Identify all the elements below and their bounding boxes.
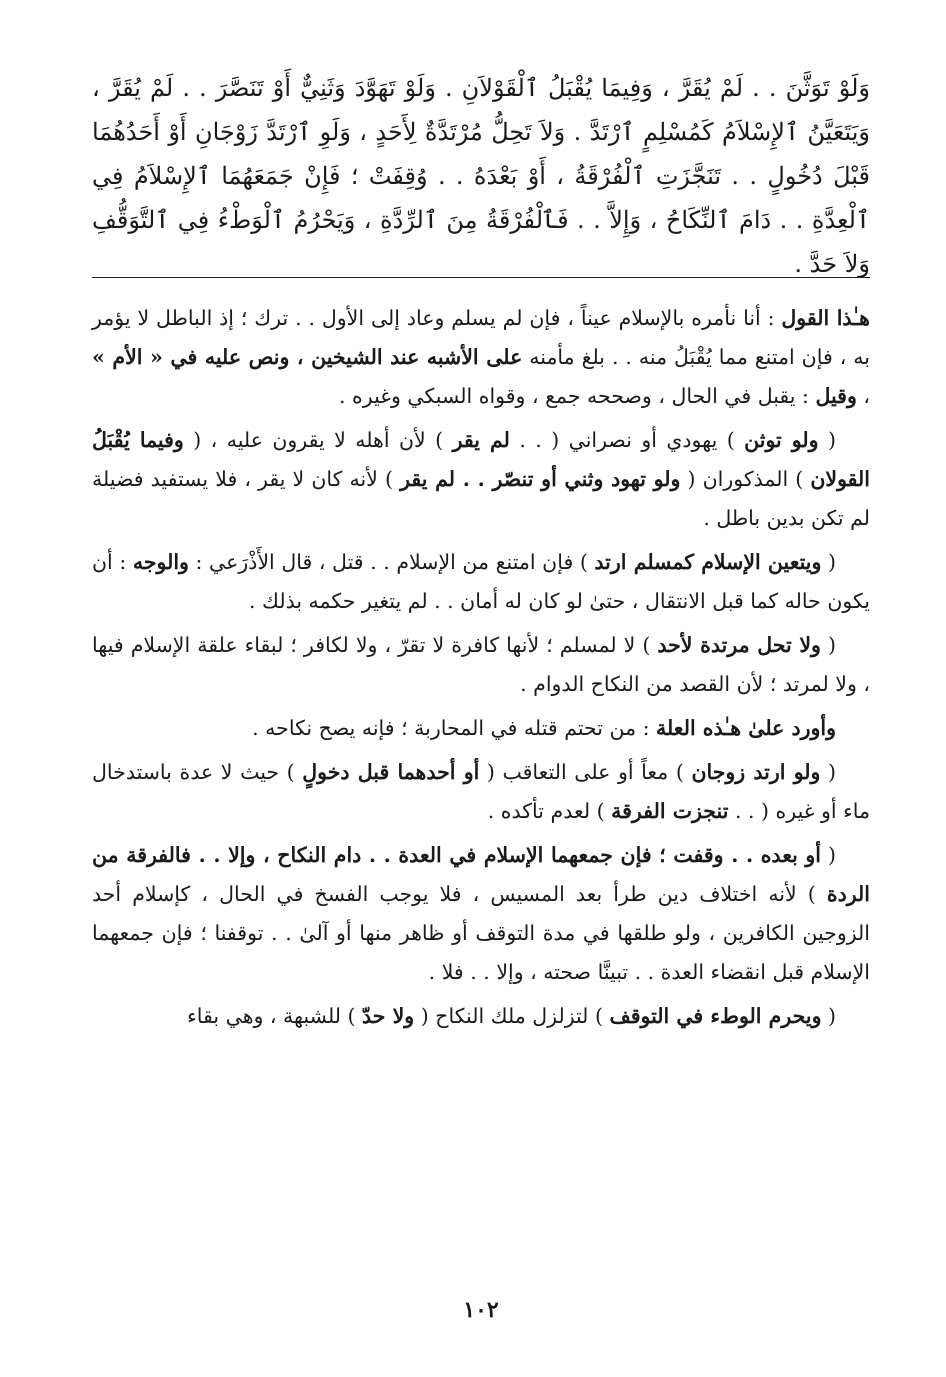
plain-text: ) فإن امتنع من الإسلام . . قتل ، قال الأَذْرَعي : <box>188 550 595 574</box>
plain-text: ) لأنه اختلاف دين طرأ بعد المسيس ، فلا يوجب الفسخ في الحال ، كإسلام أحد الزوجين الكافرين ، ولو طلقها في مدة التوقف أو ظاهر منها أو آلىٰ . . توقفنا ؛ فإن جمعهما الإسلام قبل انقضاء العدة . . تبينَّا صحته ، وإلا . . فلا . <box>92 882 870 984</box>
commentary-paragraph-3 <box>92 543 870 621</box>
commentary-paragraph-4 <box>92 626 870 704</box>
bold-text: والوجه <box>132 550 189 574</box>
plain-text: : من تحتم قتله في المحاربة ؛ فإنه يصح نكاحه . <box>252 716 657 740</box>
footnote-divider <box>92 277 870 278</box>
plain-text: ) لأن أهله لا يقرون عليه ، ( <box>183 428 453 452</box>
plain-text: : أن يكون حاله كما قبل الانتقال ، حتىٰ لو كان له أمان . . لم يتغير حكمه بذلك . <box>92 550 870 613</box>
plain-text: : أنا نأمره بالإسلام عيناً ، فإن لم يسلم وعاد إلى الأول . . ترك ؛ إذ الباطل لا يؤمر به ، فإن امتنع مما يُقْبَلُ منه . . بلغ مأمنه <box>92 306 870 369</box>
bold-text: على الأشبه عند الشيخين ، ونص عليه في « الأم » <box>92 345 523 369</box>
bold-text: ولا حدّ <box>362 1004 415 1028</box>
bold-text: تنجزت الفرقة <box>611 799 729 823</box>
plain-text: ( <box>820 633 836 657</box>
page-number: ١٠٢ <box>463 1297 499 1323</box>
plain-text: ) لا لمسلم ؛ لأنها كافرة لا تقرّ ، ولا لكافر ؛ لبقاء علقة الإسلام فيها ، ولا لمرتد ؛ لأن القصد من النكاح الدوام . <box>92 633 870 696</box>
plain-text: ( <box>820 760 837 784</box>
bold-text: وقيل <box>815 384 857 408</box>
plain-text: ، <box>856 384 870 408</box>
plain-text: ( <box>821 843 837 867</box>
bold-text: ولو توثن <box>744 428 819 452</box>
plain-text: ) معاً أو على التعاقب ( <box>479 760 692 784</box>
bold-text: ويتعين الإسلام كمسلم ارتد <box>594 550 822 574</box>
plain-text: ) لتزلزل ملك النكاح ( <box>414 1004 610 1028</box>
plain-text: ) يهودي أو نصراني ( . . <box>509 428 745 452</box>
commentary-paragraph-2 <box>92 421 870 538</box>
matn-text: وَلَوْ تَوَثَّنَ . . لَمْ يُقَرَّ ، وَفِيمَا يُقْبَلُ ٱلْقَوْلاَنِ . وَلَوْ تَهَوَّدَ وَثَنِيٌّ أَوْ تَنَصَّرَ . . لَمْ يُقَرَّ ، وَيَتَعَيَّنُ ٱلإِسْلاَمُ كَمُسْلِمٍ ٱرْتَدَّ . وَلاَ تَحِلُّ مُرْتَدَّةٌ لِأَحَدٍ ، وَلَوِ ٱرْتَدَّ زَوْجَانِ أَوْ أَحَدُهُمَا قَبْلَ دُخُولٍ . . تَنَجَّزَتِ ٱلْفُرْقَةُ ، أَوْ بَعْدَهُ . . وُقِفَتْ ؛ فَإِنْ جَمَعَهُمَا ٱلإِسْلاَمُ فِي ٱلْعِدَّةِ . . دَامَ ٱلنِّكَاحُ ، وَإِلاَّ . . فَٱلْفُرْقَةُ مِنَ ٱلرِّدَّةِ ، وَيَحْرُمُ ٱلْوَطْءُ فِي ٱلتَّوَقُّفِ وَلاَ حَدَّ . <box>92 74 870 278</box>
plain-text: ) المذكوران ( <box>680 467 811 491</box>
bold-text: أو بعده . . وقفت ؛ فإن جمعهما الإسلام في العدة . . دام النكاح ، وإلا . . فالفرقة من الردة <box>92 843 870 906</box>
plain-text: ) للشبهة ، وهي بقاء <box>187 1004 363 1028</box>
bold-text: وفيما يُقْبَلُ القولان <box>92 428 870 491</box>
bold-text: ويحرم الوطء في التوقف <box>609 1004 822 1028</box>
plain-text: ) لأنه كان لا يقر ، فلا يستفيد فضيلة لم تكن بدين باطل . <box>92 467 870 530</box>
bold-text: ولو ارتد زوجان <box>691 760 821 784</box>
bold-text: ولو تهود وثني أو تنصّر . . لم يقر <box>400 467 681 491</box>
commentary-paragraph-7 <box>92 836 870 992</box>
plain-text: ( <box>818 428 836 452</box>
plain-text: ) لعدم تأكده . <box>487 799 612 823</box>
commentary-paragraph-1 <box>92 299 870 416</box>
commentary-paragraph-8 <box>92 997 870 1036</box>
commentary <box>92 299 870 1041</box>
bold-text: ولا تحل مرتدة لأحد <box>657 633 821 657</box>
plain-text: ) حيث لا عدة باستدخال ماء أو غيره ( . . <box>92 760 870 823</box>
commentary-paragraph-6 <box>92 753 870 831</box>
bold-text: هـٰذا القول <box>781 306 870 330</box>
plain-text: ( <box>821 1004 836 1028</box>
commentary-paragraph-5 <box>92 709 870 748</box>
plain-text: : يقبل في الحال ، وصححه جمع ، وقواه السبكي وغيره . <box>338 384 816 408</box>
book-page <box>92 0 870 1377</box>
plain-text: ( <box>821 550 836 574</box>
bold-text: وأورد علىٰ هـٰذه العلة <box>656 716 836 740</box>
bold-text: لم يقر <box>452 428 510 452</box>
bold-text: أو أحدهما قبل دخولٍ <box>302 760 480 784</box>
